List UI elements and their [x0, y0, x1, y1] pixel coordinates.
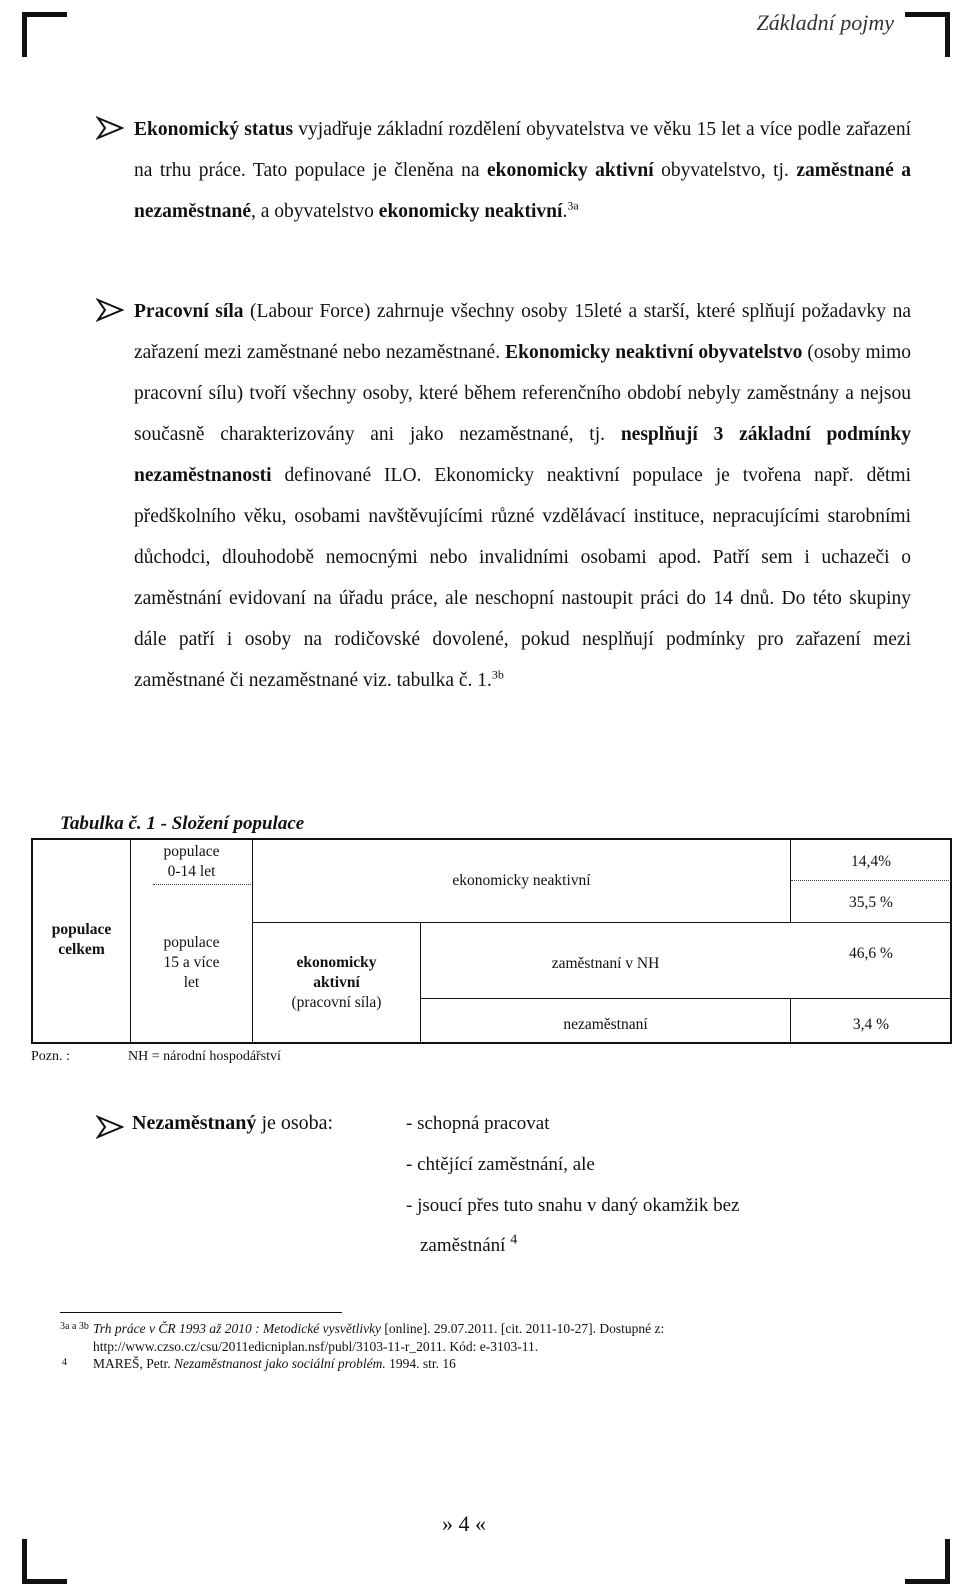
paragraph-labour-force: Pracovní síla (Labour Force) zahrnuje všechny osoby 15leté a starší, které splňují požadavky na zařazení mezi zaměstnané nebo nezaměstnané. Ekonomicky neaktivní obyvatelstvo (osoby mimo pracovní sílu) tvoří všechny osoby, které během referenčního období nebyly zaměstnány a nejsou současně charakterizovány ani jako nezaměstnané, tj. nesplňují 3 základní podmínky nezaměstnanosti definované ILO. Ekonomicky neaktivní populace je tvořena např. dětmi předškolního věku, osobami navštěvujícími různé vzdělávací instituce, nepracujícími starobními důchodci, dlouhodobě nemocnými nebo invalidními osobami apod. Patří sem i uchazeči o zaměstnání evidovaní na úřadu práce, ale neschopní nastoupit práci do 14 dnů. Do této skupiny dále patří i osoby na rodičovské dovolené, pokud nesplňují podmínky pro zařazení mezi zaměstnané či nezaměstnané viz. tabulka č. 1.$^{3b}$: [134, 301, 911, 691]
corner-mark-top-right: [905, 12, 950, 57]
cell-economically-inactive: ekonomicky neaktivní: [452, 872, 591, 889]
footnote-ref: 3a: [567, 198, 579, 213]
table-divider: [421, 998, 952, 999]
footnote-rule: [60, 1312, 342, 1313]
corner-mark-bottom-left: [22, 1539, 67, 1584]
footnote-1-url: http://www.czso.cz/csu/2011edicniplan.nsf/publ/3103-11-r_2011. Kód: e-3103-11.: [93, 1339, 539, 1354]
list-item: - chtějící zaměstnání, ale: [406, 1154, 595, 1175]
unemployed-definition-label: Nezaměstnaný je osoba:: [132, 1112, 334, 1134]
header-title: Základní pojmy: [756, 10, 894, 35]
list-item: - schopná pracovat: [406, 1113, 550, 1134]
corner-mark-top-left: [22, 12, 67, 57]
table-caption: Tabulka č. 1 - Složení populace: [60, 813, 305, 834]
footnote-1: Trh práce v ČR 1993 až 2010 : Metodické vysvětlivky [online]. 29.07.2011. [cit. 2011-10-27]. Dostupné z:: [93, 1321, 665, 1336]
term-economic-status: Ekonomický status: [134, 119, 294, 140]
footnote-2: MAREŠ, Petr. Nezaměstnanost jako sociální problém. 1994. str. 16: [93, 1356, 456, 1371]
value-employed-percent: 46,6 %: [849, 945, 893, 962]
value-inactive-percent: 35,5 %: [849, 894, 893, 911]
table-divider: [153, 884, 251, 885]
arrow-bullet-icon: [96, 1115, 126, 1141]
footnote-mark: 3a a 3b: [60, 1321, 89, 1332]
table-divider: [791, 922, 951, 923]
arrow-bullet-icon: [96, 298, 126, 324]
term-labour-force: Pracovní síla: [134, 301, 244, 322]
page-number: » 4 «: [442, 1511, 486, 1536]
cell-population-15-plus: populace 15 a více let: [163, 934, 220, 991]
cell-population-total: populace celkem: [51, 921, 112, 958]
cell-economically-active: ekonomicky aktivní (pracovní síla): [291, 954, 382, 1011]
table-divider: [791, 880, 951, 881]
cell-employed: zaměstnaní v NH: [551, 955, 660, 972]
list-item: zaměstnání $^4$: [420, 1232, 518, 1256]
footnote-mark: 4: [62, 1357, 67, 1368]
note-text: NH = národní hospodářství: [128, 1049, 281, 1064]
population-table: [31, 838, 952, 1044]
value-unemployed-percent: 3,4 %: [852, 1016, 890, 1033]
list-item: - jsoucí přes tuto snahu v daný okamžik bez: [406, 1195, 740, 1216]
value-0-14-percent: 14,4%: [850, 853, 892, 870]
footnote-ref: 4: [510, 1232, 518, 1248]
cell-population-0-14: populace 0-14 let: [163, 843, 220, 880]
cell-unemployed: nezaměstnaní: [563, 1016, 648, 1033]
paragraph-economic-status: Ekonomický status vyjadřuje základní rozdělení obyvatelstva ve věku 15 let a více podle zařazení na trhu práce. Tato populace je členěna na ekonomicky aktivní obyvatelstvo, tj. zaměstnané a nezaměstnané, a obyvatelstvo ekonomicky neaktivní.$^{3a}$: [134, 119, 911, 222]
footnote-ref: 3b: [491, 667, 504, 682]
corner-mark-bottom-right: [905, 1539, 950, 1584]
arrow-bullet-icon: [96, 116, 126, 142]
note-label: Pozn. :: [31, 1049, 70, 1064]
